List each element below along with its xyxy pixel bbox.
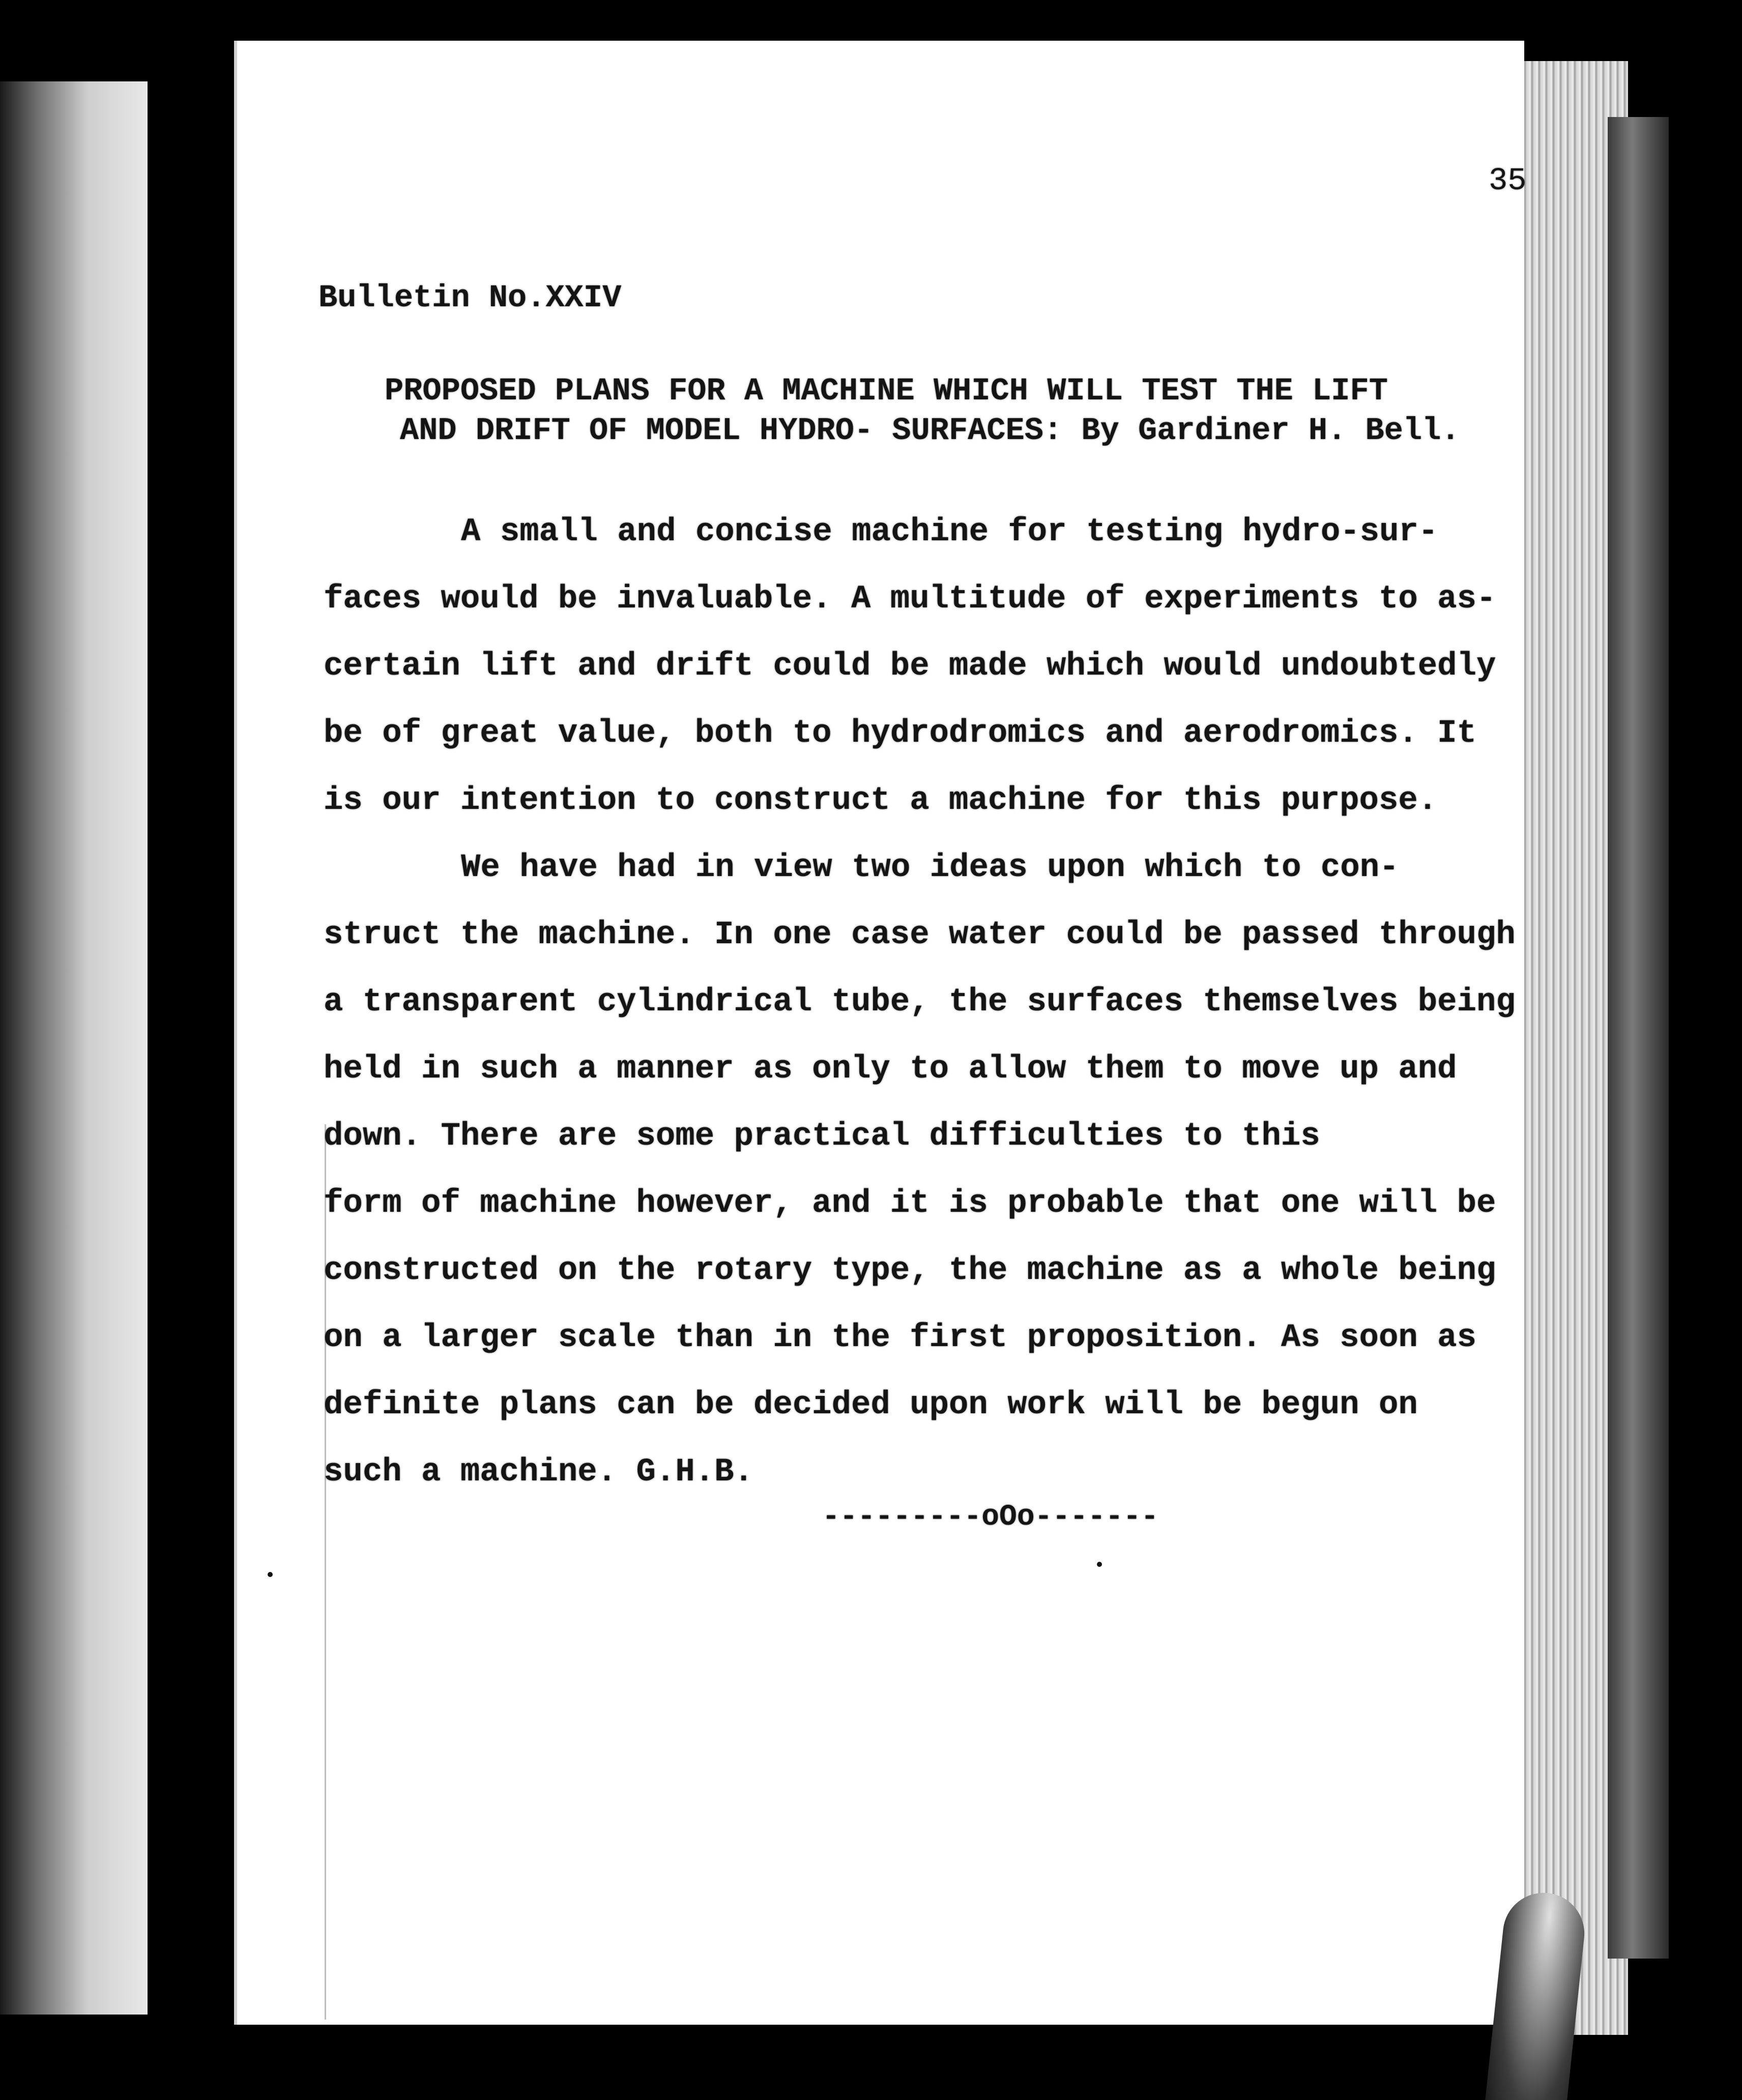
body-line: constructed on the rotary type, the machine as a whole being bbox=[324, 1252, 1496, 1289]
body-line: a transparent cylindrical tube, the surfaces themselves being bbox=[324, 984, 1516, 1020]
body-line: such a machine. G.H.B. bbox=[324, 1454, 753, 1491]
body-line: struct the machine. In one case water could be passed through bbox=[324, 917, 1516, 953]
body-line: be of great value, both to hydrodromics and aerodromics. It bbox=[324, 715, 1476, 752]
body-line: down. There are some practical difficulties to this bbox=[324, 1118, 1320, 1155]
page-number: 35 bbox=[1489, 163, 1527, 199]
body-line: certain lift and drift could be made which would undoubtedly bbox=[324, 648, 1496, 685]
body-line: on a larger scale than in the first proposition. As soon as bbox=[324, 1320, 1476, 1356]
adjacent-left-page bbox=[0, 81, 148, 2015]
body-line: faces would be invaluable. A multitude of experiments to as- bbox=[324, 581, 1496, 618]
book-gutter bbox=[148, 0, 234, 2100]
ink-speck bbox=[268, 1572, 273, 1577]
section-separator: ---------oOo------- bbox=[822, 1501, 1159, 1534]
document-title bbox=[385, 371, 1460, 451]
body-line: We have had in view two ideas upon which to con- bbox=[461, 850, 1399, 886]
title-line: PROPOSED PLANS FOR A MACHINE WHICH WILL TEST THE LIFT bbox=[385, 373, 1388, 409]
bulletin-heading: Bulletin No.XXIV bbox=[318, 280, 622, 316]
body-text bbox=[324, 499, 1516, 1506]
body-line: definite plans can be decided upon work will be begun on bbox=[324, 1387, 1418, 1423]
document-page bbox=[234, 41, 1527, 2025]
title-line: AND DRIFT OF MODEL HYDRO- SURFACES: By Gardiner H. Bell. bbox=[400, 413, 1460, 449]
ink-speck bbox=[1097, 1562, 1102, 1567]
book-cover-edge bbox=[1608, 117, 1669, 1959]
body-line: is our intention to construct a machine for this purpose. bbox=[324, 782, 1438, 819]
body-line: form of machine however, and it is probable that one will be bbox=[324, 1185, 1496, 1222]
body-line: held in such a manner as only to allow them to move up and bbox=[324, 1051, 1457, 1088]
body-line: A small and concise machine for testing hydro-sur- bbox=[461, 514, 1438, 550]
